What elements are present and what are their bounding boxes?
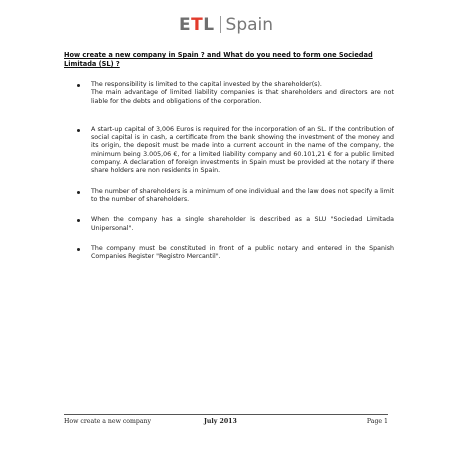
bullet-paragraph: A start-up capital of 3,006 Euros is required for the incorporation of an SL. If the contribution of social capital is in cash, a certificate from the bank showing the investment of the money and its origin, the deposit must be made into a current account in the name of the company, the minimum being 3.005,06 €, for a limited liability company and 60.101,21 € for a public limited company. A declaration of foreign investments in Spain must be provided at the notary if there share holders are non residents in Spain. xyxy=(91,125,394,175)
footer-date: July 2013 xyxy=(204,418,237,425)
list-item xyxy=(64,245,394,262)
page-title: How create a new company in Spain ? and What do you need to form one Sociedad Limitada (SL) ? xyxy=(64,51,373,68)
bullet-paragraph: The responsibility is limited to the capital invested by the shareholder(s). xyxy=(91,81,322,88)
bullet-paragraph: When the company has a single shareholder is described as a SLU "Sociedad Limitada Unipersonal". xyxy=(91,216,394,232)
logo-letter-l: L xyxy=(203,15,215,35)
list-item xyxy=(64,188,394,205)
logo-brand xyxy=(179,15,215,35)
bullet-paragraph: The number of shareholders is a minimum of one individual and the law does not specify a limit to the number of shareholders. xyxy=(91,187,394,203)
bullet-icon xyxy=(77,191,80,194)
logo-country: Spain xyxy=(225,15,274,35)
footer-page-number: Page 1 xyxy=(366,418,388,425)
etl-spain-logo xyxy=(0,14,452,36)
bullet-paragraph: The company must be constituted in front of a public notary and entered in the Spanish Companies Register "Registro Mercantil". xyxy=(91,244,394,261)
logo-letter-e: E xyxy=(178,15,192,35)
list-item xyxy=(64,81,394,106)
logo-separator xyxy=(220,16,221,33)
bullet-icon xyxy=(77,84,80,87)
page-footer xyxy=(64,417,388,427)
bullet-paragraph: The main advantage of limited liability companies is that shareholders and directors are not liable for the debts and obligations of the corporation. xyxy=(91,89,394,105)
bullet-list xyxy=(64,81,394,273)
bullet-icon xyxy=(77,219,80,222)
footer-divider xyxy=(64,414,388,415)
footer-doc-title: How create a new company xyxy=(64,418,152,425)
logo-letter-t: T xyxy=(191,15,204,35)
bullet-icon xyxy=(77,129,80,132)
list-item xyxy=(64,216,394,233)
list-item xyxy=(64,126,394,176)
bullet-icon xyxy=(77,248,80,251)
